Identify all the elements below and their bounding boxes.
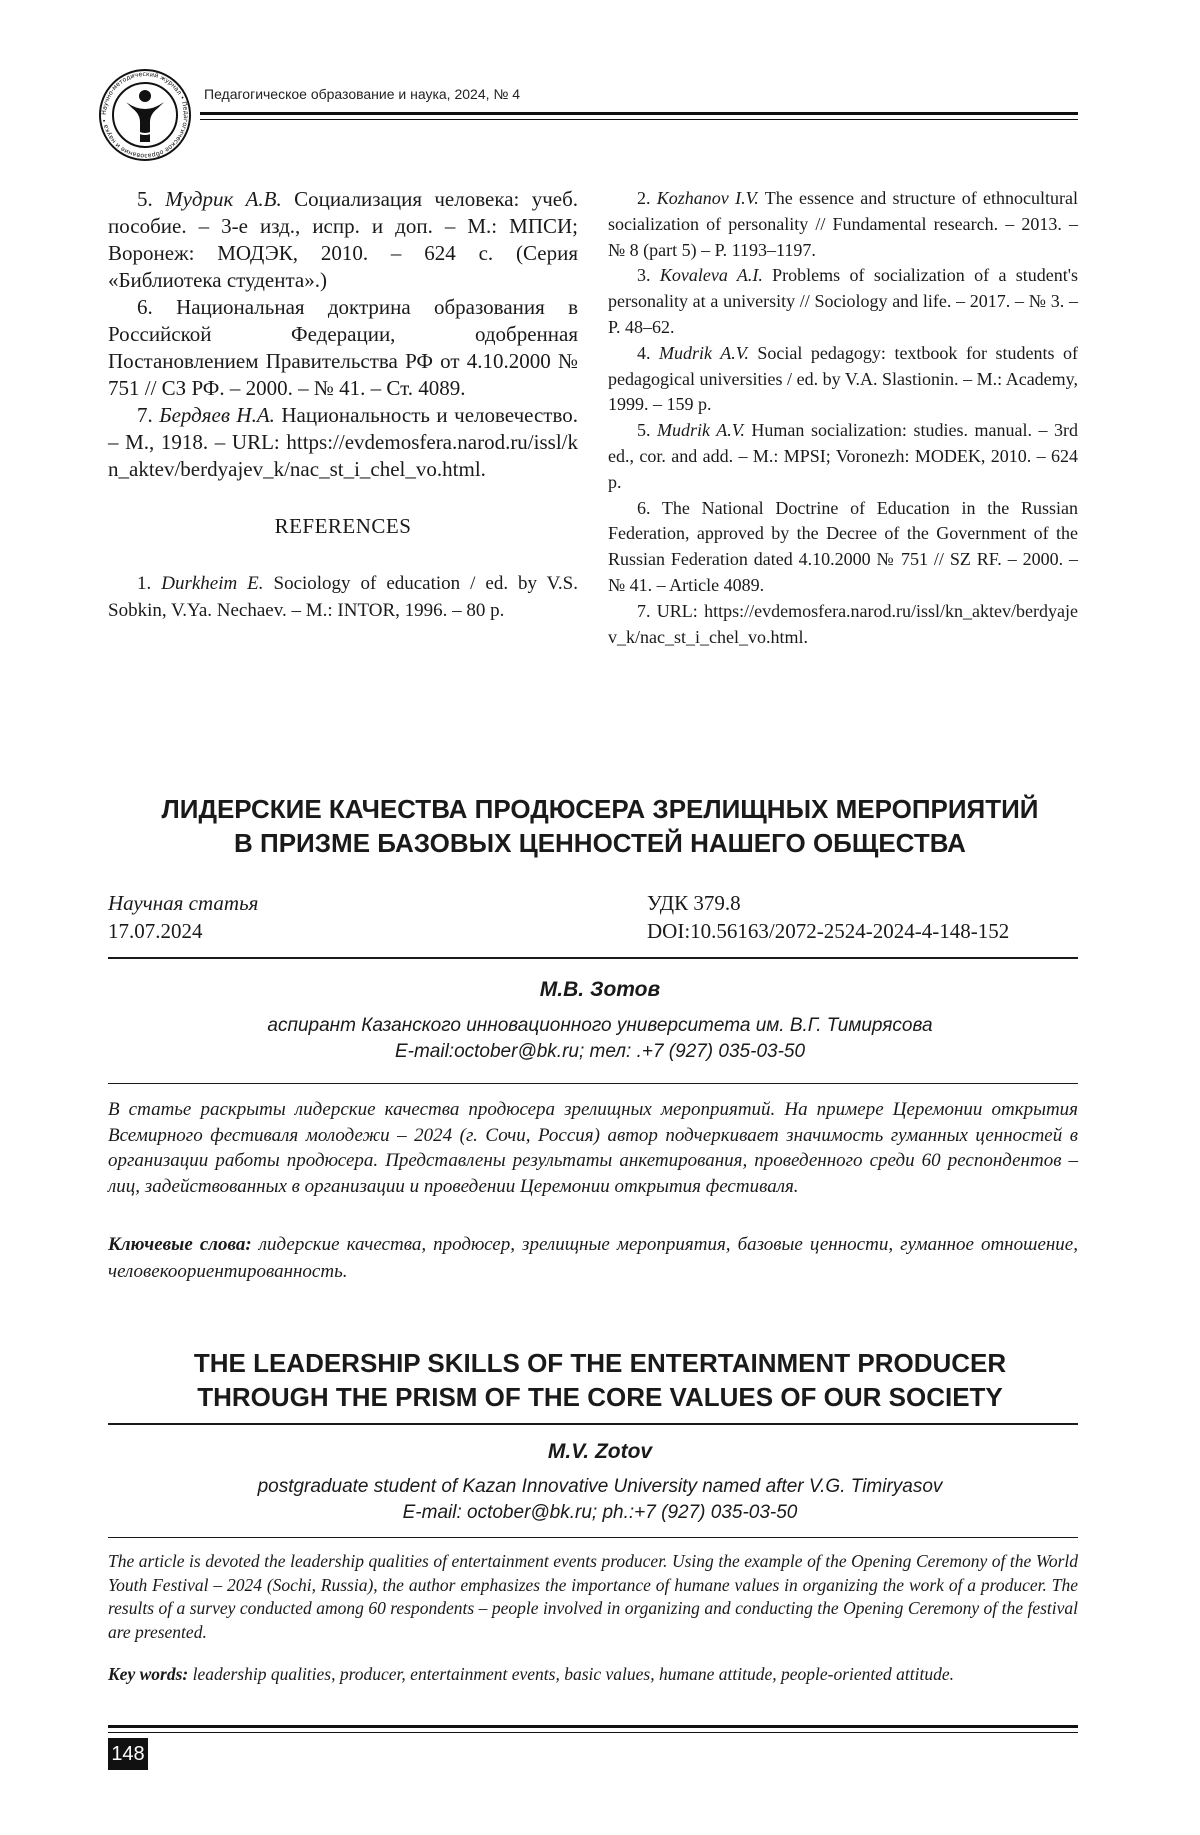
article-title-en: THE LEADERSHIP SKILLS OF THE ENTERTAINMENT PRODUCER THROUGH THE PRISM OF THE CORE VALUES OF OUR SOCIETY <box>193 1348 1007 1412</box>
references-right-column <box>608 186 1078 650</box>
divider <box>108 957 1078 959</box>
article-udk: УДК 379.8 <box>647 891 741 915</box>
footer-rule <box>108 1725 1078 1728</box>
author-affiliation-ru: аспирант Казанского инновационного университета им. В.Г. Тимирясова E-mail:october@bk.ru; тел: .+7 (927) 035-03-50 <box>267 1015 933 1062</box>
reference-en-7: 7. URL: https://evdemosfera.narod.ru/issl/kn_aktev/berdyajev_k/nac_st_i_chel_vo.html. <box>608 600 1078 647</box>
reference-en-1: 1. Durkheim E. Sociology of education / ed. by V.S. Sobkin, V.Ya. Nechaev. – M.: INTOR, 1996. – 80 p. <box>108 573 578 621</box>
header-rule-thin <box>200 119 1078 120</box>
article-type: Научная статья <box>108 891 259 915</box>
reference-en-2: 2. Kozhanov I.V. The essence and structure of ethnocultural socialization of personality // Fundamental research. – 2013. – № 8 (part 5) – P. 1193–1197. <box>608 188 1078 260</box>
journal-logo-icon <box>98 68 192 162</box>
author-name-en: M.V. Zotov <box>547 1440 653 1463</box>
references-heading: REFERENCES <box>274 514 412 538</box>
divider <box>108 1083 1078 1084</box>
abstract-en: The article is devoted the leadership qualities of entertainment events producer. Using the example of the Opening Ceremony of the World Youth Festival – 2024 (Sochi, Russia), the author emphasizes the importance of humane values in organizing the work of a producer. The results of a survey conducted among 60 respondents – people involved in organizing and conducting the Opening Ceremony of the festival are presented. <box>108 1551 1078 1642</box>
divider <box>108 1537 1078 1538</box>
article-doi: DOI:10.56163/2072-2524-2024-4-148-152 <box>647 919 1010 943</box>
reference-en-5: 5. Mudrik A.V. Human socialization: studies. manual. – 3rd ed., cor. and add. – M.: MPSI; Voronezh: MODEK, 2010. – 624 p. <box>608 420 1079 492</box>
divider <box>108 1423 1078 1425</box>
page-number: 148 <box>108 1738 148 1770</box>
logo-ring-text: Научно-методический журнал • Педагогическое образование и наука • <box>100 70 190 160</box>
references-left-column <box>108 186 578 624</box>
reference-en-4: 4. Mudrik A.V. Social pedagogy: textbook for students of pedagogical universities / ed. by V.A. Slastionin. – M.: Academy, 1999. – 159 p. <box>608 342 1078 415</box>
reference-ru-5: 5. Мудрик А.В. Социализация человека: учеб. пособие. – 3-е изд., испр. и доп. – М.: МПСИ; Воронеж: МОДЭК, 2010. – 624 с. (Серия «Библиотека студента».) <box>108 187 579 292</box>
reference-en-6: 6. The National Doctrine of Education in the Russian Federation, approved by the Decree of the Government of the Russian Federation dated 4.10.2000 № 751 // SZ RF. – 2000. – № 41. – Article 4089. <box>608 497 1078 595</box>
article-title-ru: ЛИДЕРСКИЕ КАЧЕСТВА ПРОДЮСЕРА ЗРЕЛИЩНЫХ МЕРОПРИЯТИЙ В ПРИЗМЕ БАЗОВЫХ ЦЕННОСТЕЙ НАШЕГО ОБЩЕСТВА <box>161 794 1039 858</box>
journal-title: Педагогическое образование и наука, 2024, № 4 <box>204 86 521 102</box>
author-name-ru: М.В. Зотов <box>539 978 661 1001</box>
keywords-en: Key words: leadership qualities, producer, entertainment events, basic values, humane attitude, people-oriented attitude. <box>108 1664 954 1684</box>
abstract-ru: В статье раскрыты лидерские качества продюсера зрелищных мероприятий. На примере Церемонии открытия Всемирного фестиваля молодежи – 2024 (г. Сочи, Россия) автор подчеркивает значимость гуманных ценностей в организации работы продюсера. Представлены результаты анкетирования, проведенного среди 60 респондентов – лиц, задействованных в организации и проведении Церемонии открытия фестиваля. <box>108 1099 1078 1197</box>
reference-ru-6: 6. Национальная доктрина образования в Российской Федерации, одобренная Постановлением Правительства РФ от 4.10.2000 № 751 // СЗ РФ. – 2000. – № 41. – Ст. 4089. <box>108 295 578 400</box>
reference-en-3: 3. Kovaleva A.I. Problems of socialization of a student's personality at a university // Sociology and life. – 2017. – № 3. – P. 48–62. <box>608 265 1079 337</box>
footer-rule-thin <box>108 1732 1078 1733</box>
author-affiliation-en: postgraduate student of Kazan Innovative University named after V.G. Timiryasov E-mail: october@bk.ru; ph.:+7 (927) 035-03-50 <box>257 1476 943 1523</box>
header-rule <box>200 112 1078 115</box>
reference-ru-7: 7. Бердяев Н.А. Национальность и человечество. – М., 1918. – URL: https://evdemosfera.narod.ru/issl/kn_aktev/berdyajev_k/nac_st_i_chel_vo.html. <box>108 403 579 481</box>
keywords-ru: Ключевые слова: лидерские качества, продюсер, зрелищные мероприятия, базовые ценности, гуманное отношение, человекоориентированность. <box>108 1234 1078 1282</box>
article-date: 17.07.2024 <box>108 919 203 943</box>
